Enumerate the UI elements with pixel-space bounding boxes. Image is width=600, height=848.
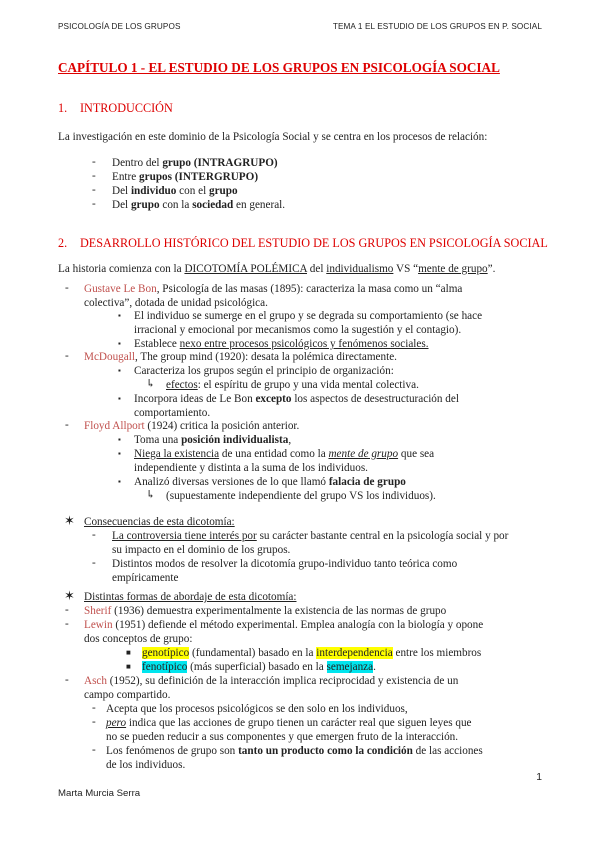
asch-item-2b: no se pueden reducir a sus componentes y que emergen fruto de la interacción. [106, 731, 459, 743]
sherif-text: Sherif (1936) demuestra experimentalmente la existencia de las normas de grupo [84, 605, 447, 617]
chapter-title: CAPÍTULO 1 - EL ESTUDIO DE LOS GRUPOS EN PSICOLOGÍA SOCIAL [58, 60, 500, 75]
asch-item-2: pero indica que las acciones de grupo tienen un carácter real que siguen leyes que [106, 717, 472, 729]
asch-text: Asch (1952), su definición de la interacción implica reciprocidad y existencia de un [84, 675, 459, 687]
asterisk-bullet-icon: ✶ [64, 513, 75, 528]
asch-item-1: Acepta que los procesos psicológicos se den solo en los individuos, [106, 703, 408, 715]
allport-sub: (supuestamente independiente del grupo VS los individuos). [166, 490, 436, 502]
approaches-title: Distintas formas de abordaje de esta dicotomía: [84, 591, 297, 603]
square-bullet: ▪ [118, 311, 121, 320]
mcdougall-bullet-1: Caracteriza los grupos según el principio de organización: [134, 365, 394, 377]
lebon-bullet-1: El individuo se sumerge en el grupo y se degrada su comportamiento (se hace [134, 310, 483, 322]
dash-bullet: - [92, 744, 96, 756]
list-item: Del individuo con el grupo [112, 185, 238, 197]
dash-bullet: - [65, 674, 69, 686]
lebon-text-2: colectiva”, dotada de unidad psicológica. [84, 297, 268, 309]
dash-bullet: - [92, 170, 96, 182]
square-bullet: ▪ [118, 366, 121, 375]
list-item: Entre grupos (INTERGRUPO) [112, 171, 259, 183]
lebon-bullet-1b: irracional y emocional por mecanismos como la sugestión y el contagio). [134, 324, 462, 336]
mcdougall-bullet-2b: comportamiento. [134, 407, 211, 419]
asch-text-2: campo compartido. [84, 689, 171, 701]
lebon-bullet-2: Establece nexo entre procesos psicológicos y fenómenos sociales. [134, 338, 429, 350]
square-bullet: ■ [126, 662, 131, 671]
lebon-text: Gustave Le Bon, Psicología de las masas (1895): caracteriza la masa como un “alma [84, 283, 463, 295]
dash-bullet: - [65, 604, 69, 616]
allport-bullet-1: Toma una posición individualista, [134, 434, 292, 446]
section-2-heading: 2. DESARROLLO HISTÓRICO DEL ESTUDIO DE LOS GRUPOS EN PSICOLOGÍA SOCIAL [58, 236, 548, 250]
consequences-title: Consecuencias de esta dicotomía: [84, 516, 235, 528]
dash-bullet: - [92, 529, 96, 541]
square-bullet: ▪ [118, 449, 121, 458]
lewin-text: Lewin (1951) defiende el método experimental. Emplea analogía con la biología y opone [84, 619, 484, 631]
dash-bullet: - [92, 198, 96, 210]
header-left: PSICOLOGÍA DE LOS GRUPOS [58, 22, 181, 31]
consequence-2b: empíricamente [112, 572, 179, 584]
list-item: Dentro del grupo (INTRAGRUPO) [112, 157, 278, 169]
section-1-heading: 1. INTRODUCCIÓN [58, 101, 173, 115]
square-bullet: ▪ [118, 394, 121, 403]
consequence-1: La controversia tiene interés por su carácter bastante central en la psicología social y por [112, 530, 509, 542]
dash-bullet: - [65, 618, 69, 630]
asch-item-3b: de los individuos. [106, 759, 186, 771]
allport-text: Floyd Allport (1924) critica la posición anterior. [84, 420, 300, 432]
phenotypic-item: fenotípico (más superficial) basado en la semejanza. [142, 661, 376, 673]
square-bullet: ▪ [118, 435, 121, 444]
header-right: TEMA 1 EL ESTUDIO DE LOS GRUPOS EN P. SOCIAL [332, 22, 542, 31]
allport-bullet-2: Niega la existencia de una entidad como la mente de grupo que sea [134, 448, 435, 460]
genotypic-item: genotípico (fundamental) basado en la interdependencia entre los miembros [142, 647, 482, 659]
square-bullet: ▪ [118, 339, 121, 348]
dash-bullet: - [92, 156, 96, 168]
section-1-intro: La investigación en este dominio de la Psicología Social y se centra en los procesos de relación: [58, 131, 488, 143]
page-number: 1 [536, 772, 542, 783]
dash-bullet: - [92, 702, 96, 714]
dash-bullet: - [92, 716, 96, 728]
dash-bullet: - [65, 282, 69, 294]
arrow-icon: ↳ [146, 489, 156, 501]
lewin-text-2: dos conceptos de grupo: [84, 633, 193, 645]
dash-bullet: - [65, 419, 69, 431]
dash-bullet: - [92, 557, 96, 569]
allport-bullet-2b: independiente y distinta a la suma de los individuos. [134, 462, 368, 474]
asterisk-bullet-icon: ✶ [64, 588, 75, 603]
consequence-2: Distintos modos de resolver la dicotomía grupo-individuo tanto teórica como [112, 558, 458, 570]
allport-bullet-3: Analizó diversas versiones de lo que llamó falacia de grupo [134, 476, 406, 488]
mcdougall-sub: efectos: el espíritu de grupo y una vida mental colectiva. [166, 379, 419, 391]
asch-item-3: Los fenómenos de grupo son tanto un producto como la condición de las acciones [106, 745, 483, 757]
dash-bullet: - [65, 350, 69, 362]
dash-bullet: - [92, 184, 96, 196]
arrow-icon: ↳ [146, 378, 156, 390]
square-bullet: ▪ [118, 477, 121, 486]
section-2-intro: La historia comienza con la DICOTOMÍA POLÉMICA del individualismo VS “mente de grupo”. [58, 263, 496, 275]
square-bullet: ■ [126, 648, 131, 657]
consequence-1b: su impacto en el dominio de los grupos. [112, 544, 291, 556]
list-item: Del grupo con la sociedad en general. [112, 199, 286, 211]
footer-author: Marta Murcia Serra [58, 788, 141, 799]
mcdougall-bullet-2: Incorpora ideas de Le Bon excepto los aspectos de desestructuración del [134, 393, 459, 405]
mcdougall-text: McDougall, The group mind (1920): desata la polémica directamente. [84, 351, 397, 363]
